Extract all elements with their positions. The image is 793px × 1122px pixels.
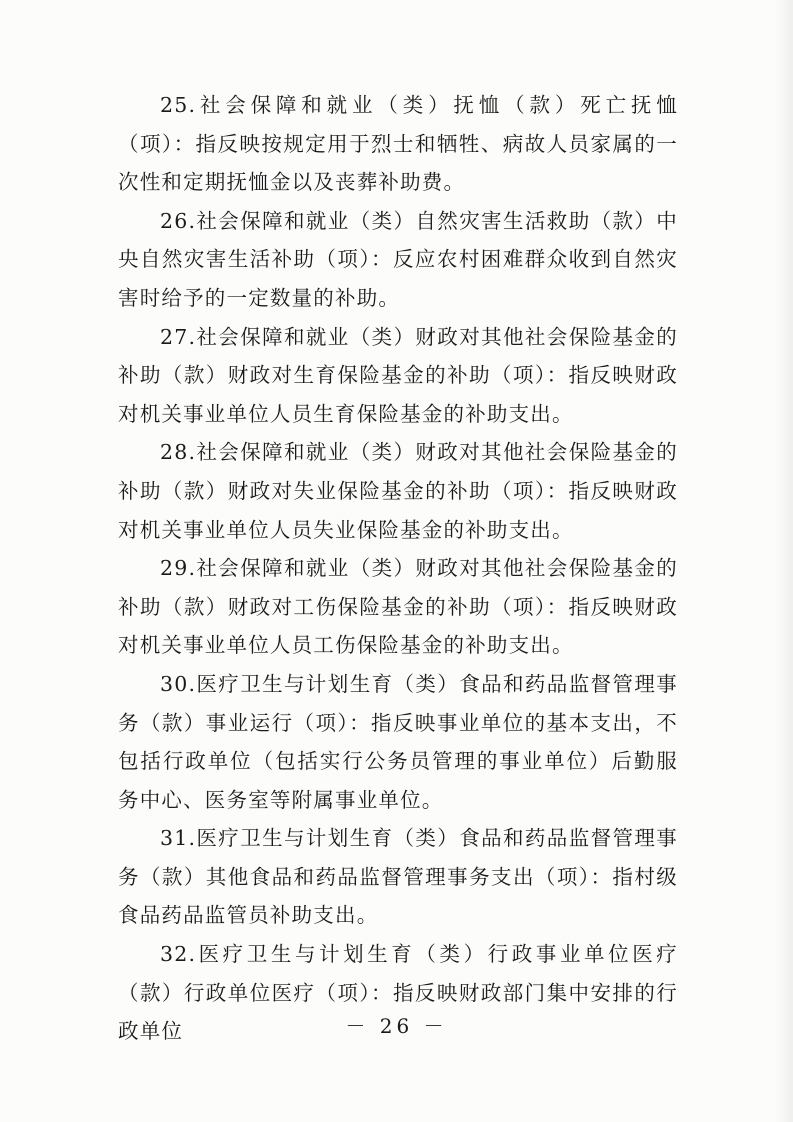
paragraph-30: 30.医疗卫生与计划生育（类）食品和药品监督管理事务（款）事业运行（项）：指反映事业单位的基本支出，不包括行政单位（包括实行公务员管理的事业单位）后勤服务中心、医务室等附属事业单位。 xyxy=(118,671,678,812)
paragraph-27: 27.社会保障和就业（类）财政对其他社会保险基金的补助（款）财政对生育保险基金的补助（项）：指反映财政对机关事业单位人员生育保险基金的补助支出。 xyxy=(118,324,678,426)
document-body xyxy=(118,86,678,1051)
paragraph-28: 28.社会保障和就业（类）财政对其他社会保险基金的补助（款）财政对失业保险基金的补助（项）：指反映财政对机关事业单位人员失业保险基金的补助支出。 xyxy=(118,440,678,542)
paragraph-31: 31.医疗卫生与计划生育（类）食品和药品监督管理事务（款）其他食品和药品监督管理事务支出（项）：指村级食品药品监管员补助支出。 xyxy=(118,826,678,928)
paragraph-26: 26.社会保障和就业（类）自然灾害生活救助（款）中央自然灾害生活补助（项）：反应农村困难群众收到自然灾害时给予的一定数量的补助。 xyxy=(118,208,678,310)
page-edge-shadow xyxy=(775,0,793,1122)
paragraph-25: 25.社会保障和就业（类）抚恤（款）死亡抚恤（项）：指反映按规定用于烈士和牺牲、病故人员家属的一次性和定期抚恤金以及丧葬补助费。 xyxy=(118,93,678,195)
paragraph-32: 32.医疗卫生与计划生育（类）行政事业单位医疗（款）行政单位医疗（项）：指反映财政部门集中安排的行政单位 xyxy=(118,942,678,1044)
paragraph-29: 29.社会保障和就业（类）财政对其他社会保险基金的补助（款）财政对工伤保险基金的补助（项）：指反映财政对机关事业单位人员工伤保险基金的补助支出。 xyxy=(118,556,678,658)
page-number: － 26 － xyxy=(345,1014,448,1038)
